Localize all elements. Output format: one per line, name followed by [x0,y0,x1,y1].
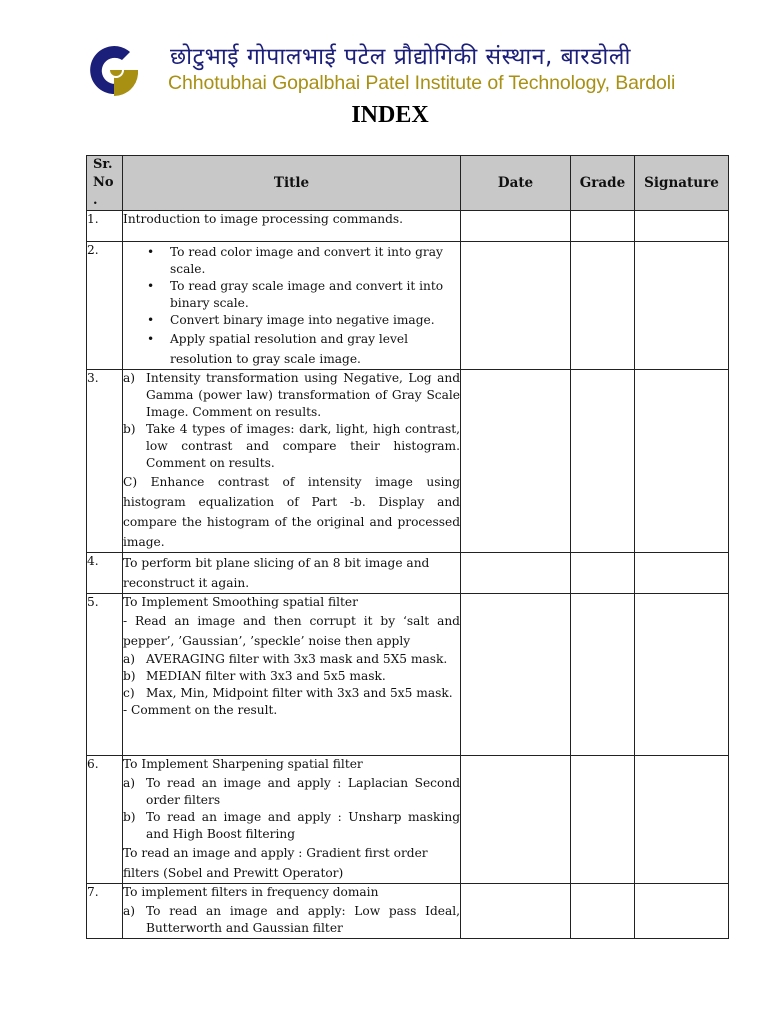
sub-item-b [123,421,460,472]
sub-item-c: C) Enhance contrast of intensity image using histogram equalization of Part -b. Display and compare the histogram of the original and processed image. [123,475,460,549]
sub-item-label: a) [123,904,136,918]
list-item-text: To read gray scale image and convert it into binary scale. [170,279,444,310]
sub-item-text: Take 4 types of images: dark, light, high contrast, low contrast and compare their histogram. Comment on results. [146,422,460,470]
institute-logo-icon [84,40,146,98]
sub-item-b [123,809,460,843]
grade-cell[interactable] [571,242,635,370]
sub-item-text: MEDIAN filter with 3x3 and 5x5 mask. [146,669,386,683]
table-row [87,553,729,594]
table-header-row [87,156,729,211]
institute-name-english: Chhotubhai Gopalbhai Patel Institute of Technology, Bardoli [168,72,676,94]
list-item [137,244,460,278]
page-title: INDEX [351,102,429,128]
grade-cell[interactable] [571,884,635,939]
sub-item-label: b) [123,810,136,824]
date-cell[interactable] [461,594,571,756]
signature-cell[interactable] [635,594,729,756]
row-title [123,370,461,553]
date-cell[interactable] [461,242,571,370]
list-item [137,329,460,369]
grade-cell[interactable] [571,211,635,242]
row-title [123,594,461,756]
sub-item-label: a) [123,776,136,790]
list-item-text: Apply spatial resolution and gray level resolution to gray scale image. [170,332,409,366]
sub-item-b [123,668,460,685]
sub-item-label: b) [123,669,136,683]
sub-item-text: To read an image and apply : Laplacian Second order filters [146,776,460,807]
sub-item-label: a) [123,371,136,385]
row-outro: - Comment on the result. [123,703,278,717]
row-title [123,211,461,242]
row-heading: To implement filters in frequency domain [123,885,379,899]
sub-item-text: To read an image and apply: Low pass Ideal, Butterworth and Gaussian filter [146,904,460,935]
bullet-list [123,244,460,369]
row-title [123,756,461,884]
bullet-icon: • [147,245,155,259]
sub-item-a [123,651,460,668]
signature-cell[interactable] [635,884,729,939]
date-cell[interactable] [461,370,571,553]
row-outro: To read an image and apply : Gradient first order filters (Sobel and Prewitt Operator) [123,846,428,880]
table-row [87,884,729,939]
sub-item-a [123,370,460,421]
date-cell[interactable] [461,211,571,242]
row-sr-no: 7. [87,884,123,939]
date-cell[interactable] [461,553,571,594]
sub-item-text: AVERAGING filter with 3x3 mask and 5X5 mask. [146,652,448,666]
list-item-text: Convert binary image into negative image. [170,313,435,327]
list-item [137,278,460,312]
table-row [87,594,729,756]
list-item [137,312,460,329]
bullet-icon: • [147,332,155,346]
row-title [123,884,461,939]
table-row [87,756,729,884]
date-cell[interactable] [461,756,571,884]
sub-item-text: Intensity transformation using Negative, Log and Gamma (power law) transformation of Gray Scale Image. Comment on results. [146,371,460,419]
col-header-signature: Signature [635,156,729,211]
col-header-grade: Grade [571,156,635,211]
sub-item-a [123,775,460,809]
row-heading: To Implement Smoothing spatial filter [123,595,358,609]
grade-cell[interactable] [571,594,635,756]
table-row [87,242,729,370]
grade-cell[interactable] [571,370,635,553]
sub-item-label: b) [123,422,136,436]
row-sr-no: 6. [87,756,123,884]
list-item-text: To read color image and convert it into gray scale. [170,245,443,276]
row-title-text: Introduction to image processing commands. [123,212,404,226]
table-row [87,370,729,553]
index-table [86,155,729,939]
grade-cell[interactable] [571,756,635,884]
signature-cell[interactable] [635,756,729,884]
row-sr-no: 3. [87,370,123,553]
institute-name-hindi: छोटुभाई गोपालभाई पटेल प्रौद्योगिकी संस्थान, बारडोली [170,44,631,70]
col-header-sr-no: Sr. No . [87,156,123,211]
sub-item-text: To read an image and apply : Unsharp masking and High Boost filtering [146,810,460,841]
bullet-icon: • [147,313,155,327]
row-sr-no: 1. [87,211,123,242]
row-title: To perform bit plane slicing of an 8 bit image and reconstruct it again. [123,553,461,594]
col-header-date: Date [461,156,571,211]
row-intro: - Read an image and then corrupt it by ‘salt and pepper’, ’Gaussian’, ’speckle’ noise then apply [123,614,460,648]
date-cell[interactable] [461,884,571,939]
row-heading: To Implement Sharpening spatial filter [123,757,363,771]
signature-cell[interactable] [635,242,729,370]
signature-cell[interactable] [635,370,729,553]
signature-cell[interactable] [635,211,729,242]
row-title [123,242,461,370]
table-row [87,211,729,242]
sub-item-a [123,903,460,937]
row-sr-no: 2. [87,242,123,370]
row-sr-no: 4. [87,553,123,594]
col-header-title: Title [123,156,461,211]
sub-item-c [123,685,460,702]
bullet-icon: • [147,279,155,293]
sub-item-text: Max, Min, Midpoint filter with 3x3 and 5x5 mask. [146,686,453,700]
sub-item-label: a) [123,652,136,666]
grade-cell[interactable] [571,553,635,594]
signature-cell[interactable] [635,553,729,594]
row-sr-no: 5. [87,594,123,756]
sub-item-label: c) [123,686,135,700]
